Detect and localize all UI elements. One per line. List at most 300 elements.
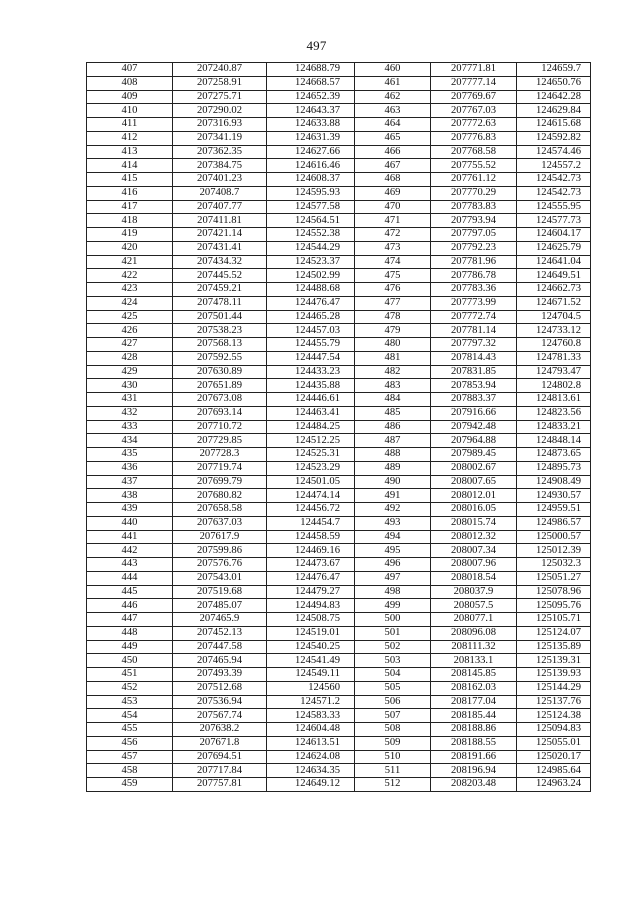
point-number-cell: 499 (355, 599, 431, 613)
point-number-cell: 477 (355, 296, 431, 310)
point-number-cell: 424 (87, 296, 173, 310)
table-row (87, 681, 591, 695)
table-row (87, 90, 591, 104)
point-number-cell: 421 (87, 255, 173, 269)
x-coordinate-cell: 207519.68 (173, 585, 267, 599)
point-number-cell: 437 (87, 475, 173, 489)
table-row (87, 585, 591, 599)
point-number-cell: 456 (87, 736, 173, 750)
table-row (87, 365, 591, 379)
table-row (87, 131, 591, 145)
y-coordinate-cell: 124781.33 (517, 351, 591, 365)
table-row (87, 324, 591, 338)
x-coordinate-cell: 207411.81 (173, 214, 267, 228)
point-number-cell: 464 (355, 118, 431, 132)
point-number-cell: 510 (355, 750, 431, 764)
x-coordinate-cell: 207465.9 (173, 613, 267, 627)
y-coordinate-cell: 124479.27 (267, 585, 355, 599)
y-coordinate-cell: 124733.12 (517, 324, 591, 338)
table-row (87, 668, 591, 682)
table-row (87, 613, 591, 627)
y-coordinate-cell: 124488.68 (267, 283, 355, 297)
point-number-cell: 449 (87, 640, 173, 654)
y-coordinate-cell: 124560 (267, 681, 355, 695)
y-coordinate-cell: 124649.51 (517, 269, 591, 283)
y-coordinate-cell: 124608.37 (267, 173, 355, 187)
y-coordinate-cell: 125095.76 (517, 599, 591, 613)
x-coordinate-cell: 207792.23 (431, 241, 517, 255)
point-number-cell: 505 (355, 681, 431, 695)
y-coordinate-cell: 124848.14 (517, 434, 591, 448)
x-coordinate-cell: 207719.74 (173, 461, 267, 475)
x-coordinate-cell: 207258.91 (173, 76, 267, 90)
point-number-cell: 495 (355, 544, 431, 558)
point-number-cell: 427 (87, 338, 173, 352)
point-number-cell: 507 (355, 709, 431, 723)
page-number: 497 (306, 38, 327, 53)
y-coordinate-cell: 124557.2 (517, 159, 591, 173)
table-row (87, 503, 591, 517)
y-coordinate-cell: 125135.89 (517, 640, 591, 654)
point-number-cell: 429 (87, 365, 173, 379)
point-number-cell: 407 (87, 63, 173, 77)
point-number-cell: 419 (87, 228, 173, 242)
y-coordinate-cell: 124502.99 (267, 269, 355, 283)
y-coordinate-cell: 125124.07 (517, 626, 591, 640)
y-coordinate-cell: 124519.01 (267, 626, 355, 640)
x-coordinate-cell: 207671.8 (173, 736, 267, 750)
x-coordinate-cell: 207465.94 (173, 654, 267, 668)
y-coordinate-cell: 124512.25 (267, 434, 355, 448)
y-coordinate-cell: 124476.47 (267, 296, 355, 310)
table-row (87, 571, 591, 585)
point-number-cell: 430 (87, 379, 173, 393)
y-coordinate-cell: 124930.57 (517, 489, 591, 503)
table-row (87, 723, 591, 737)
y-coordinate-cell: 125139.93 (517, 668, 591, 682)
point-number-cell: 445 (87, 585, 173, 599)
table-row (87, 241, 591, 255)
point-number-cell: 423 (87, 283, 173, 297)
x-coordinate-cell: 207814.43 (431, 351, 517, 365)
y-coordinate-cell: 124802.8 (517, 379, 591, 393)
point-number-cell: 409 (87, 90, 173, 104)
table-row (87, 475, 591, 489)
point-number-cell: 472 (355, 228, 431, 242)
point-number-cell: 483 (355, 379, 431, 393)
x-coordinate-cell: 207797.05 (431, 228, 517, 242)
x-coordinate-cell: 207772.74 (431, 310, 517, 324)
y-coordinate-cell: 124544.29 (267, 241, 355, 255)
point-number-cell: 443 (87, 558, 173, 572)
point-number-cell: 434 (87, 434, 173, 448)
point-number-cell: 444 (87, 571, 173, 585)
point-number-cell: 506 (355, 695, 431, 709)
x-coordinate-cell: 207964.88 (431, 434, 517, 448)
y-coordinate-cell: 124549.11 (267, 668, 355, 682)
point-number-cell: 450 (87, 654, 173, 668)
x-coordinate-cell: 207592.55 (173, 351, 267, 365)
point-number-cell: 435 (87, 448, 173, 462)
point-number-cell: 479 (355, 324, 431, 338)
y-coordinate-cell: 124629.84 (517, 104, 591, 118)
y-coordinate-cell: 124555.95 (517, 200, 591, 214)
x-coordinate-cell: 207447.58 (173, 640, 267, 654)
point-number-cell: 490 (355, 475, 431, 489)
point-number-cell: 442 (87, 544, 173, 558)
y-coordinate-cell: 124447.54 (267, 351, 355, 365)
y-coordinate-cell: 124564.51 (267, 214, 355, 228)
y-coordinate-cell: 124552.38 (267, 228, 355, 242)
x-coordinate-cell: 208162.03 (431, 681, 517, 695)
y-coordinate-cell: 124625.79 (517, 241, 591, 255)
y-coordinate-cell: 124523.37 (267, 255, 355, 269)
x-coordinate-cell: 207673.08 (173, 393, 267, 407)
x-coordinate-cell: 207384.75 (173, 159, 267, 173)
x-coordinate-cell: 207240.87 (173, 63, 267, 77)
table-row (87, 599, 591, 613)
point-number-cell: 469 (355, 186, 431, 200)
y-coordinate-cell: 124662.73 (517, 283, 591, 297)
x-coordinate-cell: 207407.77 (173, 200, 267, 214)
point-number-cell: 463 (355, 104, 431, 118)
table-row (87, 544, 591, 558)
y-coordinate-cell: 124688.79 (267, 63, 355, 77)
x-coordinate-cell: 207831.85 (431, 365, 517, 379)
point-number-cell: 485 (355, 406, 431, 420)
point-number-cell: 452 (87, 681, 173, 695)
y-coordinate-cell: 124469.16 (267, 544, 355, 558)
point-number-cell: 415 (87, 173, 173, 187)
point-number-cell: 433 (87, 420, 173, 434)
x-coordinate-cell: 208007.96 (431, 558, 517, 572)
point-number-cell: 408 (87, 76, 173, 90)
x-coordinate-cell: 207362.35 (173, 145, 267, 159)
point-number-cell: 480 (355, 338, 431, 352)
x-coordinate-cell: 207773.99 (431, 296, 517, 310)
y-coordinate-cell: 124454.7 (267, 516, 355, 530)
y-coordinate-cell: 125032.3 (517, 558, 591, 572)
y-coordinate-cell: 124494.83 (267, 599, 355, 613)
point-number-cell: 425 (87, 310, 173, 324)
table-row (87, 558, 591, 572)
coordinates-table-body (87, 63, 591, 792)
y-coordinate-cell: 124633.88 (267, 118, 355, 132)
x-coordinate-cell: 207478.11 (173, 296, 267, 310)
x-coordinate-cell: 207567.74 (173, 709, 267, 723)
y-coordinate-cell: 124595.93 (267, 186, 355, 200)
x-coordinate-cell: 207341.19 (173, 131, 267, 145)
x-coordinate-cell: 207599.86 (173, 544, 267, 558)
y-coordinate-cell: 124643.37 (267, 104, 355, 118)
point-number-cell: 503 (355, 654, 431, 668)
y-coordinate-cell: 124574.46 (517, 145, 591, 159)
y-coordinate-cell: 124465.28 (267, 310, 355, 324)
y-coordinate-cell: 124604.48 (267, 723, 355, 737)
y-coordinate-cell: 124823.56 (517, 406, 591, 420)
x-coordinate-cell: 208007.65 (431, 475, 517, 489)
y-coordinate-cell: 124668.57 (267, 76, 355, 90)
x-coordinate-cell: 207493.39 (173, 668, 267, 682)
x-coordinate-cell: 207693.14 (173, 406, 267, 420)
table-row (87, 296, 591, 310)
point-number-cell: 509 (355, 736, 431, 750)
x-coordinate-cell: 208133.1 (431, 654, 517, 668)
x-coordinate-cell: 207916.66 (431, 406, 517, 420)
y-coordinate-cell: 125139.31 (517, 654, 591, 668)
point-number-cell: 486 (355, 420, 431, 434)
x-coordinate-cell: 207793.94 (431, 214, 517, 228)
y-coordinate-cell: 124641.04 (517, 255, 591, 269)
table-row (87, 255, 591, 269)
point-number-cell: 504 (355, 668, 431, 682)
x-coordinate-cell: 207543.01 (173, 571, 267, 585)
x-coordinate-cell: 207630.89 (173, 365, 267, 379)
x-coordinate-cell: 208015.74 (431, 516, 517, 530)
table-row (87, 269, 591, 283)
point-number-cell: 420 (87, 241, 173, 255)
point-number-cell: 426 (87, 324, 173, 338)
x-coordinate-cell: 208188.86 (431, 723, 517, 737)
x-coordinate-cell: 207316.93 (173, 118, 267, 132)
y-coordinate-cell: 124833.21 (517, 420, 591, 434)
x-coordinate-cell: 208012.32 (431, 530, 517, 544)
x-coordinate-cell: 207729.85 (173, 434, 267, 448)
x-coordinate-cell: 207728.3 (173, 448, 267, 462)
y-coordinate-cell: 124908.49 (517, 475, 591, 489)
point-number-cell: 441 (87, 530, 173, 544)
y-coordinate-cell: 124615.68 (517, 118, 591, 132)
y-coordinate-cell: 124671.52 (517, 296, 591, 310)
x-coordinate-cell: 207781.96 (431, 255, 517, 269)
y-coordinate-cell: 124446.61 (267, 393, 355, 407)
x-coordinate-cell: 208007.34 (431, 544, 517, 558)
table-row (87, 750, 591, 764)
y-coordinate-cell: 125051.27 (517, 571, 591, 585)
y-coordinate-cell: 124476.47 (267, 571, 355, 585)
table-row (87, 420, 591, 434)
x-coordinate-cell: 207421.14 (173, 228, 267, 242)
y-coordinate-cell: 124455.79 (267, 338, 355, 352)
table-row (87, 764, 591, 778)
x-coordinate-cell: 208002.67 (431, 461, 517, 475)
table-row (87, 778, 591, 792)
x-coordinate-cell: 208191.66 (431, 750, 517, 764)
point-number-cell: 447 (87, 613, 173, 627)
point-number-cell: 412 (87, 131, 173, 145)
point-number-cell: 511 (355, 764, 431, 778)
y-coordinate-cell: 124793.47 (517, 365, 591, 379)
table-row (87, 379, 591, 393)
x-coordinate-cell: 207536.94 (173, 695, 267, 709)
x-coordinate-cell: 207783.36 (431, 283, 517, 297)
x-coordinate-cell: 207445.52 (173, 269, 267, 283)
point-number-cell: 481 (355, 351, 431, 365)
x-coordinate-cell: 207431.41 (173, 241, 267, 255)
point-number-cell: 491 (355, 489, 431, 503)
x-coordinate-cell: 207717.84 (173, 764, 267, 778)
point-number-cell: 453 (87, 695, 173, 709)
x-coordinate-cell: 207568.13 (173, 338, 267, 352)
y-coordinate-cell: 124484.25 (267, 420, 355, 434)
x-coordinate-cell: 207434.32 (173, 255, 267, 269)
point-number-cell: 488 (355, 448, 431, 462)
point-number-cell: 411 (87, 118, 173, 132)
x-coordinate-cell: 207797.32 (431, 338, 517, 352)
y-coordinate-cell: 125055.01 (517, 736, 591, 750)
point-number-cell: 416 (87, 186, 173, 200)
x-coordinate-cell: 208096.08 (431, 626, 517, 640)
x-coordinate-cell: 207772.63 (431, 118, 517, 132)
point-number-cell: 498 (355, 585, 431, 599)
y-coordinate-cell: 124895.73 (517, 461, 591, 475)
x-coordinate-cell: 207401.23 (173, 173, 267, 187)
y-coordinate-cell: 124631.39 (267, 131, 355, 145)
y-coordinate-cell: 125137.76 (517, 695, 591, 709)
point-number-cell: 414 (87, 159, 173, 173)
point-number-cell: 476 (355, 283, 431, 297)
y-coordinate-cell: 125078.96 (517, 585, 591, 599)
table-row (87, 516, 591, 530)
y-coordinate-cell: 124604.17 (517, 228, 591, 242)
y-coordinate-cell: 124873.65 (517, 448, 591, 462)
point-number-cell: 502 (355, 640, 431, 654)
x-coordinate-cell: 207755.52 (431, 159, 517, 173)
y-coordinate-cell: 124501.05 (267, 475, 355, 489)
x-coordinate-cell: 208203.48 (431, 778, 517, 792)
y-coordinate-cell: 124435.88 (267, 379, 355, 393)
point-number-cell: 466 (355, 145, 431, 159)
y-coordinate-cell: 125000.57 (517, 530, 591, 544)
x-coordinate-cell: 207658.58 (173, 503, 267, 517)
point-number-cell: 410 (87, 104, 173, 118)
table-row (87, 393, 591, 407)
y-coordinate-cell: 124456.72 (267, 503, 355, 517)
table-row (87, 214, 591, 228)
table-row (87, 461, 591, 475)
y-coordinate-cell: 125020.17 (517, 750, 591, 764)
y-coordinate-cell: 124704.5 (517, 310, 591, 324)
point-number-cell: 461 (355, 76, 431, 90)
y-coordinate-cell: 124542.73 (517, 173, 591, 187)
table-row (87, 76, 591, 90)
point-number-cell: 413 (87, 145, 173, 159)
point-number-cell: 489 (355, 461, 431, 475)
y-coordinate-cell: 124616.46 (267, 159, 355, 173)
point-number-cell: 496 (355, 558, 431, 572)
point-number-cell: 501 (355, 626, 431, 640)
y-coordinate-cell: 124649.12 (267, 778, 355, 792)
point-number-cell: 470 (355, 200, 431, 214)
table-row (87, 640, 591, 654)
x-coordinate-cell: 208188.55 (431, 736, 517, 750)
point-number-cell: 500 (355, 613, 431, 627)
table-row (87, 448, 591, 462)
point-number-cell: 475 (355, 269, 431, 283)
x-coordinate-cell: 207989.45 (431, 448, 517, 462)
table-row (87, 654, 591, 668)
table-row (87, 159, 591, 173)
table-row (87, 351, 591, 365)
point-number-cell: 418 (87, 214, 173, 228)
x-coordinate-cell: 207853.94 (431, 379, 517, 393)
table-row (87, 283, 591, 297)
y-coordinate-cell: 124813.61 (517, 393, 591, 407)
y-coordinate-cell: 125124.38 (517, 709, 591, 723)
x-coordinate-cell: 207501.44 (173, 310, 267, 324)
y-coordinate-cell: 124963.24 (517, 778, 591, 792)
y-coordinate-cell: 124523.29 (267, 461, 355, 475)
y-coordinate-cell: 124508.75 (267, 613, 355, 627)
x-coordinate-cell: 207771.81 (431, 63, 517, 77)
table-row (87, 104, 591, 118)
y-coordinate-cell: 124959.51 (517, 503, 591, 517)
point-number-cell: 451 (87, 668, 173, 682)
y-coordinate-cell: 124650.76 (517, 76, 591, 90)
point-number-cell: 454 (87, 709, 173, 723)
point-number-cell: 484 (355, 393, 431, 407)
point-number-cell: 438 (87, 489, 173, 503)
x-coordinate-cell: 207942.48 (431, 420, 517, 434)
y-coordinate-cell: 124541.49 (267, 654, 355, 668)
x-coordinate-cell: 207757.81 (173, 778, 267, 792)
point-number-cell: 436 (87, 461, 173, 475)
x-coordinate-cell: 208037.9 (431, 585, 517, 599)
x-coordinate-cell: 208057.5 (431, 599, 517, 613)
x-coordinate-cell: 208145.85 (431, 668, 517, 682)
x-coordinate-cell: 207617.9 (173, 530, 267, 544)
x-coordinate-cell: 207776.83 (431, 131, 517, 145)
table-row (87, 626, 591, 640)
table-row (87, 406, 591, 420)
y-coordinate-cell: 124613.51 (267, 736, 355, 750)
y-coordinate-cell: 124592.82 (517, 131, 591, 145)
point-number-cell: 494 (355, 530, 431, 544)
coordinates-table (86, 62, 591, 792)
y-coordinate-cell: 124760.8 (517, 338, 591, 352)
point-number-cell: 446 (87, 599, 173, 613)
x-coordinate-cell: 208018.54 (431, 571, 517, 585)
y-coordinate-cell: 124458.59 (267, 530, 355, 544)
x-coordinate-cell: 207538.23 (173, 324, 267, 338)
point-number-cell: 478 (355, 310, 431, 324)
y-coordinate-cell: 124583.33 (267, 709, 355, 723)
x-coordinate-cell: 208012.01 (431, 489, 517, 503)
x-coordinate-cell: 207770.29 (431, 186, 517, 200)
point-number-cell: 497 (355, 571, 431, 585)
x-coordinate-cell: 207699.79 (173, 475, 267, 489)
x-coordinate-cell: 208177.04 (431, 695, 517, 709)
table-row (87, 145, 591, 159)
point-number-cell: 487 (355, 434, 431, 448)
x-coordinate-cell: 207783.83 (431, 200, 517, 214)
x-coordinate-cell: 207769.67 (431, 90, 517, 104)
point-number-cell: 460 (355, 63, 431, 77)
y-coordinate-cell: 124652.39 (267, 90, 355, 104)
table-row (87, 489, 591, 503)
table-row (87, 228, 591, 242)
table-row (87, 434, 591, 448)
point-number-cell: 428 (87, 351, 173, 365)
point-number-cell: 468 (355, 173, 431, 187)
point-number-cell: 471 (355, 214, 431, 228)
y-coordinate-cell: 124542.73 (517, 186, 591, 200)
x-coordinate-cell: 207485.07 (173, 599, 267, 613)
y-coordinate-cell: 125144.29 (517, 681, 591, 695)
x-coordinate-cell: 207786.78 (431, 269, 517, 283)
table-row (87, 63, 591, 77)
x-coordinate-cell: 207768.58 (431, 145, 517, 159)
